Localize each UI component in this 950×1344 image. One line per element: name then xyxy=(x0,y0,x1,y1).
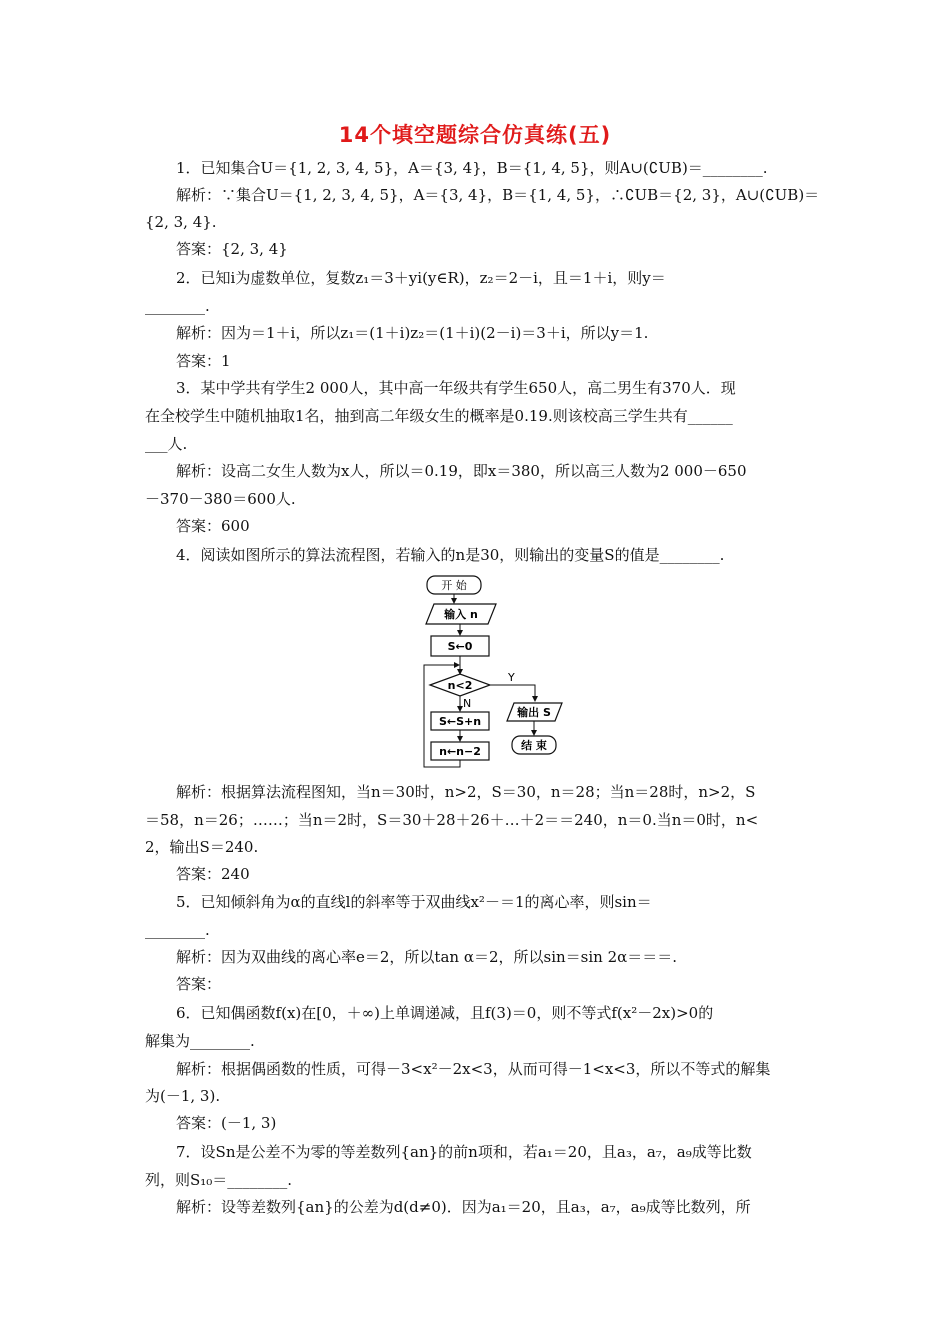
q7-solution-line: 解析：设等差数列{an}的公差为d(d≠0)．因为a₁＝20，且a₃，a₇，a₉成等比数列，所 xyxy=(176,1198,751,1216)
q3-line: 在全校学生中随机抽取1名，抽到高二年级女生的概率是0.19.则该校高三学生共有______ xyxy=(145,407,733,425)
q5-line: 5．已知倾斜角为α的直线l的斜率等于双曲线x²－＝1的离心率，则sin＝ xyxy=(176,893,652,911)
q3-line: ___人. xyxy=(145,435,188,453)
q1-solution-line: 解析：∵集合U＝{1, 2, 3, 4, 5}，A＝{3, 4}，B＝{1, 4, 5}，∴∁UB＝{2, 3}，A∪(∁UB)＝ xyxy=(176,186,820,204)
flow-step2-label: n←n−2 xyxy=(439,745,481,758)
q7-line: 7．设Sn是公差不为零的等差数列{an}的前n项和，若a₁＝20，且a₃，a₇，a₉成等比数 xyxy=(176,1143,752,1161)
q4-answer: 答案：240 xyxy=(176,865,250,883)
q1-solution-line: {2, 3, 4}. xyxy=(145,213,217,231)
page-title: 14个填空题综合仿真练(五) xyxy=(338,123,612,147)
flow-output-label: 输出 S xyxy=(517,706,551,719)
q7-line: 列，则S₁₀＝________. xyxy=(145,1171,293,1189)
q5-line: ________. xyxy=(145,921,210,939)
flow-no-label: N xyxy=(463,697,472,710)
q3-solution-line: 解析：设高二女生人数为x人，所以＝0.19，即x＝380，所以高三人数为2 000－650 xyxy=(176,462,747,480)
flow-end-label: 结 束 xyxy=(521,739,547,752)
flow-step1-label: S←S+n xyxy=(438,715,482,728)
flow-start-label: 开 始 xyxy=(441,579,467,592)
algorithm-flowchart xyxy=(410,572,580,772)
q4-solution-line: 2，输出S＝240. xyxy=(145,838,259,856)
q3-answer: 答案：600 xyxy=(176,517,250,535)
q2-line: 2．已知i为虚数单位，复数z₁＝3＋yi(y∈R)，z₂＝2－i，且＝1＋i，则y＝ xyxy=(176,269,666,287)
q1-line: 1．已知集合U＝{1, 2, 3, 4, 5}，A＝{3, 4}，B＝{1, 4, 5}，则A∪(∁UB)＝________. xyxy=(176,159,768,177)
q5-answer: 答案： xyxy=(176,975,222,993)
q6-line: 解集为________. xyxy=(145,1032,255,1050)
q6-solution-line: 为(－1, 3). xyxy=(145,1087,221,1105)
q6-solution-line: 解析：根据偶函数的性质，可得－3<x²－2x<3，从而可得－1<x<3，所以不等式的解集 xyxy=(176,1060,771,1078)
q3-line: 3．某中学共有学生2 000人，其中高一年级共有学生650人，高二男生有370人．现 xyxy=(176,379,736,397)
q4-solution-line: 解析：根据算法流程图知，当n＝30时，n>2，S＝30，n＝28；当n＝28时，n>2，S xyxy=(176,783,756,801)
q2-solution-line: 解析：因为＝1＋i，所以z₁＝(1＋i)z₂＝(1＋i)(2－i)＝3＋i，所以y＝1. xyxy=(176,324,649,342)
flow-yes-label: Y xyxy=(508,671,515,684)
q2-answer: 答案：1 xyxy=(176,352,231,370)
q4-line: 4．阅读如图所示的算法流程图，若输入的n是30，则输出的变量S的值是________. xyxy=(176,546,725,564)
q3-solution-line: －370－380＝600人. xyxy=(145,490,296,508)
q2-line: ________. xyxy=(145,297,210,315)
q6-answer: 答案：(－1, 3) xyxy=(176,1114,277,1132)
flow-condition-label: n<2 xyxy=(447,679,473,692)
flow-input-label: 输入 n xyxy=(444,608,478,621)
q6-line: 6．已知偶函数f(x)在[0，＋∞)上单调递减，且f(3)＝0，则不等式f(x²－2x)>0的 xyxy=(176,1004,714,1022)
q1-answer: 答案：{2, 3, 4} xyxy=(176,240,288,258)
q5-solution-line: 解析：因为双曲线的离心率e＝2，所以tan α＝2，所以sin＝sin 2α＝＝＝. xyxy=(176,948,678,966)
flow-init-label: S←0 xyxy=(447,640,473,653)
q4-solution-line: ＝58，n＝26；……；当n＝2时，S＝30＋28＋26＋…＋2＝＝240，n＝0.当n＝0时，n< xyxy=(145,811,759,829)
